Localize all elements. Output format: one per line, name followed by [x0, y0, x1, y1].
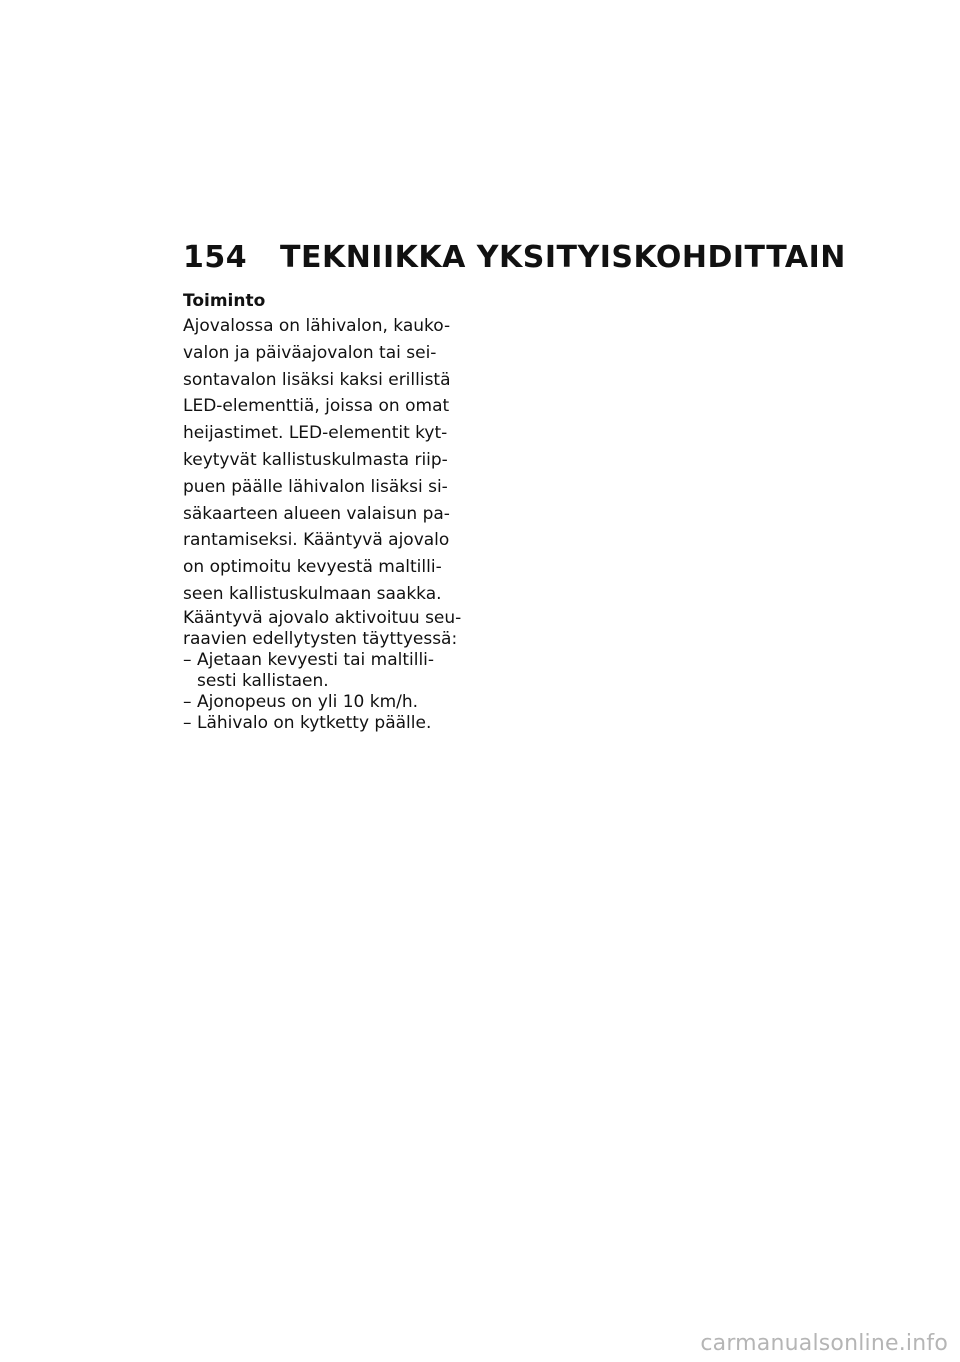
- conditions-intro: [183, 607, 462, 650]
- paragraph-line: valon ja päiväajovalon tai sei-: [183, 342, 437, 363]
- list-item: [183, 692, 458, 713]
- page-header: [183, 240, 846, 275]
- condition-text-continued: sesti kallistaen.: [197, 670, 329, 691]
- section-content: [183, 289, 462, 734]
- condition-text: Ajonopeus on yli 10 km/h.: [197, 691, 419, 712]
- paragraph-line: rantamiseksi. Kääntyvä ajovalo: [183, 530, 450, 551]
- condition-text: Lähivalo on kytketty päälle.: [197, 712, 432, 733]
- paragraph-line: säkaarteen alueen valaisun pa-: [183, 503, 450, 524]
- paragraph-line: seen kallistuskulmaan saakka.: [183, 583, 442, 604]
- list-item: [183, 650, 458, 692]
- paragraph-line: puen päälle lähivalon lisäksi si-: [183, 476, 448, 497]
- paragraph-line: on optimoitu kevyestä maltilli-: [183, 557, 442, 578]
- chapter-title: TEKNIIKKA YKSITYISKOHDITTAIN: [280, 240, 846, 275]
- section-heading: Toiminto: [183, 291, 266, 311]
- paragraph-line: Kääntyvä ajovalo aktivoituu seu-: [183, 607, 462, 628]
- page-number: 154: [183, 240, 248, 275]
- condition-text: Ajetaan kevyesti tai maltilli-: [197, 649, 435, 670]
- paragraph-line: sontavalon lisäksi kaksi erillistä: [183, 369, 451, 390]
- description-paragraph: [183, 313, 458, 608]
- paragraph-line: raavien edellytysten täyttyessä:: [183, 628, 458, 649]
- dash-bullet: –: [183, 712, 192, 733]
- paragraph-line: keytyvät kallistuskulmasta riip-: [183, 449, 448, 470]
- watermark: carmanualsonline.info: [700, 1331, 948, 1356]
- dash-bullet: –: [183, 649, 192, 670]
- paragraph-line: LED-elementtiä, joissa on omat: [183, 396, 450, 417]
- list-item: [183, 713, 458, 734]
- dash-bullet: –: [183, 691, 192, 712]
- paragraph-line: Ajovalossa on lähivalon, kauko-: [183, 316, 451, 336]
- paragraph-line: heijastimet. LED-elementit kyt-: [183, 423, 448, 444]
- conditions-list: [183, 650, 458, 734]
